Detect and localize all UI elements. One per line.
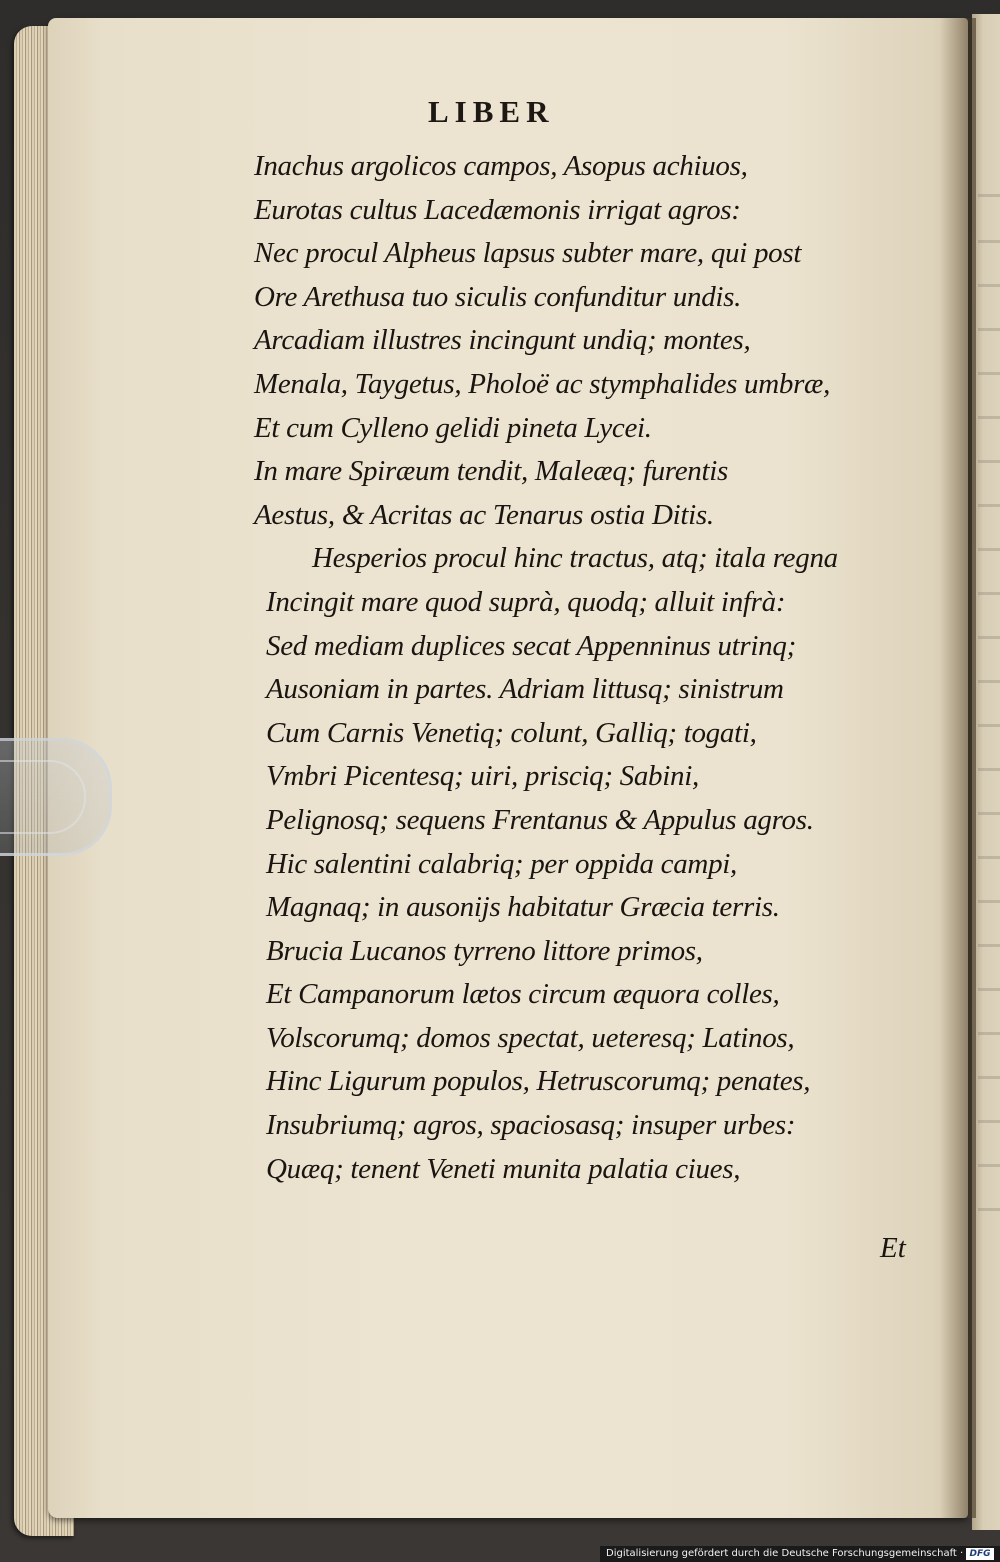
running-head: LIBER — [428, 94, 555, 129]
verse-line: Sed mediam duplices secat Appenninus utrinq; — [266, 629, 796, 662]
verse-line: Brucia Lucanos tyrreno littore primos, — [266, 934, 703, 967]
verse-line: Incingit mare quod suprà, quodq; alluit infrà: — [266, 585, 786, 618]
facing-page-edge — [972, 14, 1000, 1530]
verse-line: Quæq; tenent Veneti munita palatia ciues, — [266, 1152, 741, 1185]
verse-line: Hesperios procul hinc tractus, atq; itala regna — [312, 542, 838, 575]
verse-line: Ore Arethusa tuo siculis confunditur undis. — [254, 280, 742, 313]
verse-line: Ausoniam in partes. Adriam littusq; sinistrum — [266, 673, 784, 706]
verse-line: Magnaq; in ausonijs habitatur Græcia terris. — [266, 891, 780, 924]
verse-line: Aestus, & Acritas ac Tenarus ostia Ditis. — [254, 498, 714, 531]
verse-line: Vmbri Picentesq; uiri, prisciq; Sabini, — [266, 760, 699, 793]
verse-line: Insubriumq; agros, spaciosasq; insuper urbes: — [266, 1109, 796, 1142]
verse-line: Hic salentini calabriq; per oppida campi, — [266, 847, 737, 880]
catchword: Et — [880, 1232, 906, 1264]
verse-line: Volscorumq; domos spectat, ueteresq; Latinos, — [266, 1021, 795, 1054]
binding-strap-inner — [0, 760, 86, 834]
verse-line: In mare Spiræum tendit, Maleæq; furentis — [254, 455, 728, 488]
verse-line: Inachus argolicos campos, Asopus achiuos, — [254, 150, 748, 182]
verse-block — [254, 145, 894, 1191]
verse-line: Nec procul Alpheus lapsus subter mare, qui post — [254, 237, 802, 270]
verse-line: Hinc Ligurum populos, Hetruscorumq; penates, — [266, 1065, 811, 1098]
verse-line: Arcadiam illustres incingunt undiq; montes, — [254, 324, 751, 357]
verse-line: Et Campanorum lætos circum æquora colles, — [266, 978, 780, 1011]
verse-line: Pelignosq; sequens Frentanus & Appulus agros. — [266, 803, 814, 836]
verse-line: Cum Carnis Venetiq; colunt, Galliq; togati, — [266, 716, 757, 749]
verse-line: Eurotas cultus Lacedæmonis irrigat agros: — [254, 193, 741, 226]
verse-line: Menala, Taygetus, Pholoë ac stymphalides umbræ, — [254, 367, 831, 400]
dfg-logo-icon: DFG — [966, 1548, 994, 1560]
digitization-notice: Digitalisierung gefördert durch die Deutsche Forschungsgemeinschaft · — [606, 1548, 964, 1559]
binding-gutter-shadow — [940, 18, 976, 1518]
verse-line: Et cum Cylleno gelidi pineta Lycei. — [254, 411, 652, 444]
